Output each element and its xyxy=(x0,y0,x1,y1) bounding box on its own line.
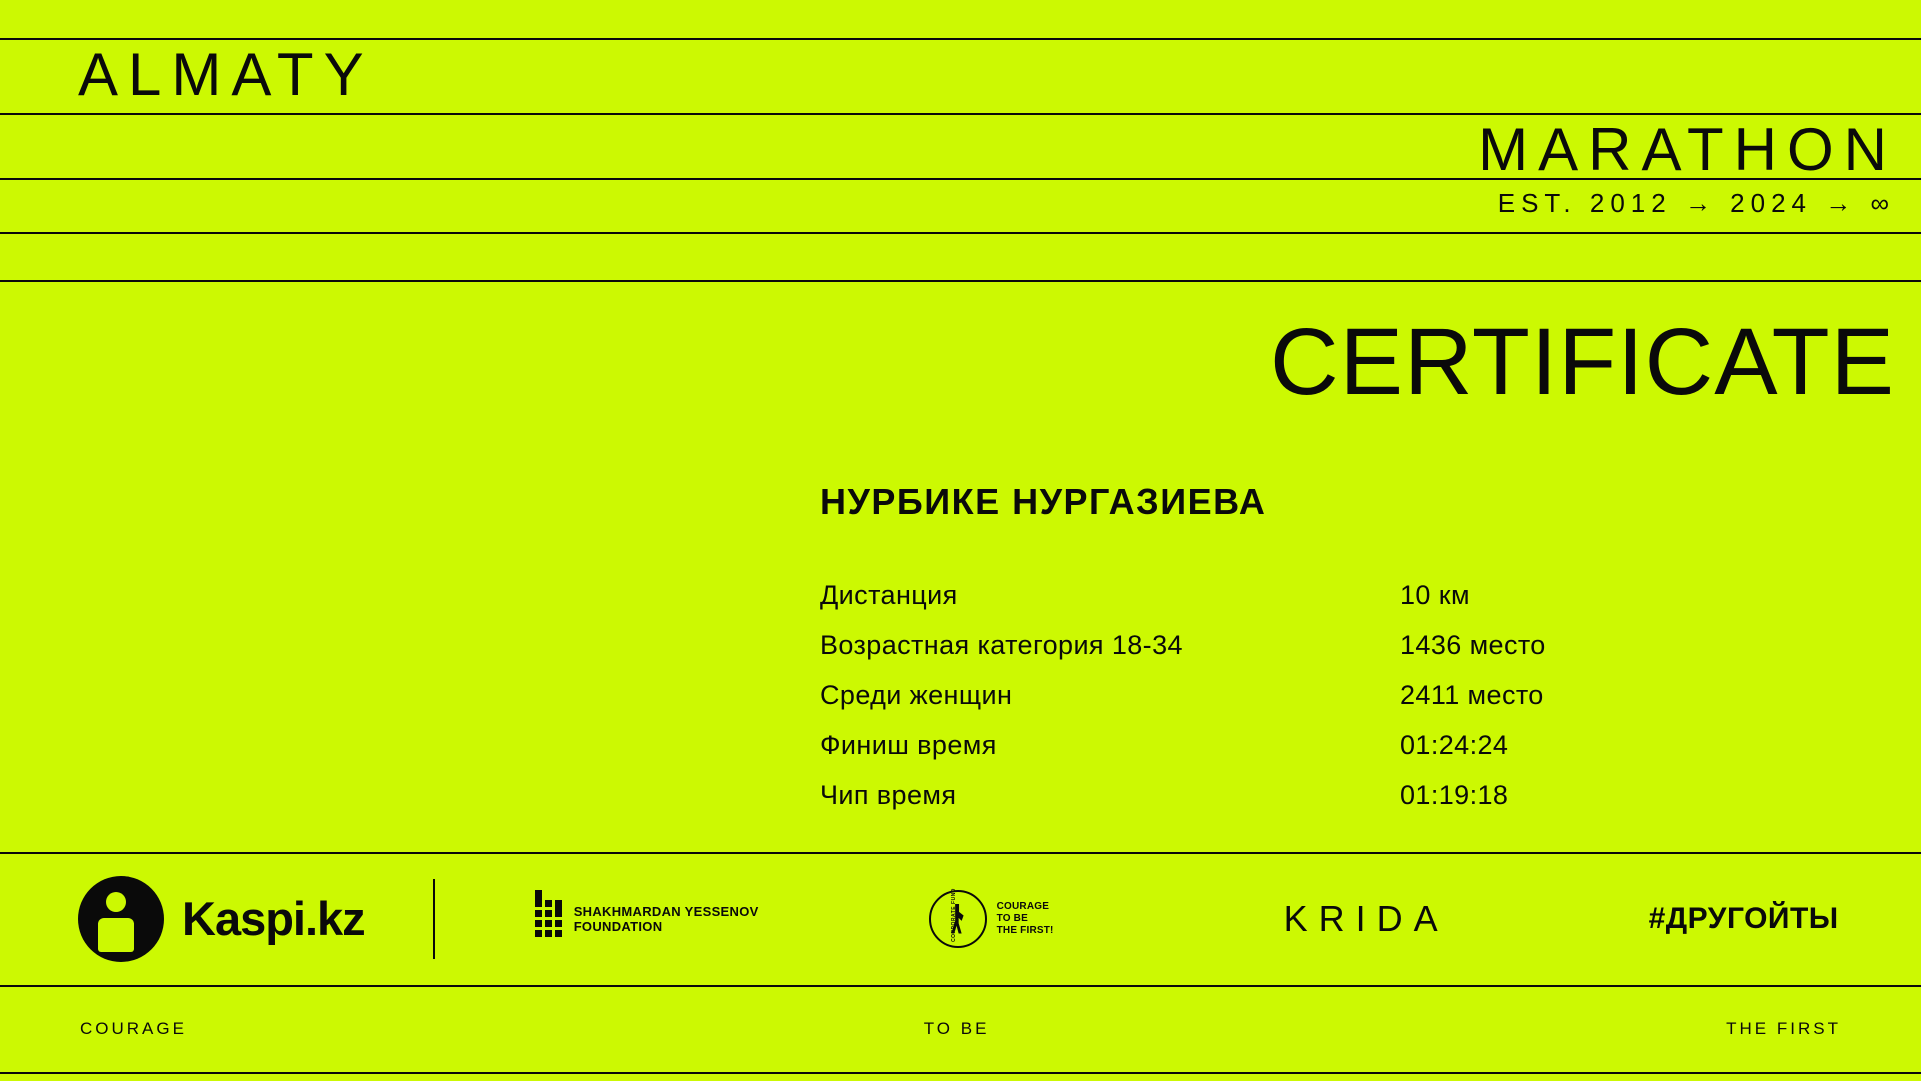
footer-bar xyxy=(0,985,1921,1072)
sponsor-hashtag: #ДРУГОЙТЫ xyxy=(1648,901,1839,935)
table-row xyxy=(820,628,1600,678)
sponsor-strip xyxy=(0,852,1921,985)
corporate-fund-logo-icon xyxy=(929,887,987,948)
detail-label: Финиш время xyxy=(820,730,997,760)
corporate-fund-wordmark xyxy=(997,901,1054,937)
detail-value: 10 км xyxy=(1400,580,1470,610)
sponsor-krida: KRIDA xyxy=(1283,897,1449,939)
corporate-line-3: THE FIRST! xyxy=(996,924,1054,936)
corporate-line-1: COURAGE xyxy=(996,900,1050,912)
table-row xyxy=(820,728,1600,778)
divider-line xyxy=(0,38,1921,40)
corporate-line-2: TO BE xyxy=(996,912,1028,924)
detail-label: Чип время xyxy=(820,780,957,810)
yessenov-logo-icon xyxy=(535,900,562,937)
detail-label: Дистанция xyxy=(820,580,958,610)
result-details xyxy=(820,578,1600,828)
yessenov-line-1: SHAKHMARDAN YESSENOV xyxy=(573,903,759,919)
divider-line xyxy=(0,1072,1921,1074)
detail-label: Среди женщин xyxy=(820,680,1013,710)
sponsor-kaspi xyxy=(78,876,365,962)
detail-value: 1436 место xyxy=(1400,630,1546,660)
corporate-fund-ring-text: CORPORATE FUND xyxy=(950,887,957,942)
footer-middle: TO BE xyxy=(923,1018,990,1038)
athlete-name: НУРБИКЕ НУРГАЗИЕВА xyxy=(820,481,1267,522)
footer-left: COURAGE xyxy=(80,1018,187,1038)
page-title: CERTIFICATE xyxy=(1269,309,1895,415)
detail-label: Возрастная категория 18-34 xyxy=(820,630,1183,660)
detail-value: 01:19:18 xyxy=(1400,780,1509,810)
established-line: EST. 2012 → 2024 → ∞ xyxy=(1497,188,1895,218)
footer-right: THE FIRST xyxy=(1726,1018,1841,1038)
kaspi-wordmark: Kaspi.kz xyxy=(182,892,365,945)
brand-almaty: ALMATY xyxy=(78,41,374,108)
sponsor-yessenov xyxy=(535,900,759,937)
divider-line xyxy=(0,280,1921,282)
kaspi-logo-icon xyxy=(78,876,164,962)
yessenov-line-2: FOUNDATION xyxy=(573,918,663,934)
vertical-divider xyxy=(433,879,435,959)
divider-line xyxy=(0,113,1921,115)
table-row xyxy=(820,778,1600,828)
detail-value: 2411 место xyxy=(1400,680,1544,710)
yessenov-wordmark xyxy=(574,904,759,934)
table-row xyxy=(820,578,1600,628)
detail-value: 01:24:24 xyxy=(1400,730,1509,760)
table-row xyxy=(820,678,1600,728)
brand-marathon: MARATHON xyxy=(1478,116,1897,183)
sponsor-corporate-fund xyxy=(929,887,1054,948)
divider-line xyxy=(0,232,1921,234)
